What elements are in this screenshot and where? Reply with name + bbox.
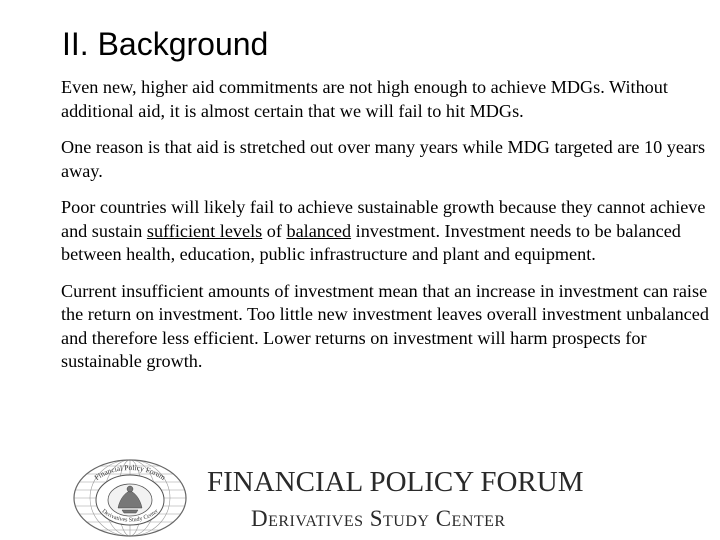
underlined-phrase-sufficient-levels: sufficient levels xyxy=(146,220,263,241)
seal-ring-text-bottom: Derivatives Study Center xyxy=(100,508,160,524)
seal-ring-text-top: Financial Policy Forum xyxy=(92,462,168,482)
paragraph-text-part: Poor countries will likely fail to achieve sustainable growth because they cannot achieve and sustain xyxy=(61,197,706,241)
paragraph-aid-commitments: Even new, higher aid commitments are not high enough to achieve MDGs. Without additional aid, it is almost certain that we will fail to hit MDGs. xyxy=(61,77,668,121)
footer-org-name: FINANCIAL POLICY FORUM xyxy=(207,466,584,498)
paragraph-sustainable-growth xyxy=(61,196,711,267)
footer-division-name: Derivatives Study Center xyxy=(251,506,506,531)
slide-title: II. Background xyxy=(62,26,269,62)
paragraph-text-part: investment. Investment needs to be balanced between health, education, public infrastructure and plant and equipment. xyxy=(61,220,681,264)
slide-body xyxy=(61,76,711,387)
paragraph-insufficient-investment: Current insufficient amounts of investment mean that an increase in investment can raise the return on investment. Too little new investment leaves overall investment unbalanced and therefore less efficient. Lower returns on investment will harm prospects for sustainable growth. xyxy=(61,280,709,371)
underlined-phrase-balanced: balanced xyxy=(286,220,352,241)
paragraph-aid-stretched: One reason is that aid is stretched out over many years while MDG targeted are 10 years away. xyxy=(61,137,706,181)
paragraph-text-part: of xyxy=(262,220,287,241)
financial-policy-forum-seal-icon xyxy=(72,458,188,538)
